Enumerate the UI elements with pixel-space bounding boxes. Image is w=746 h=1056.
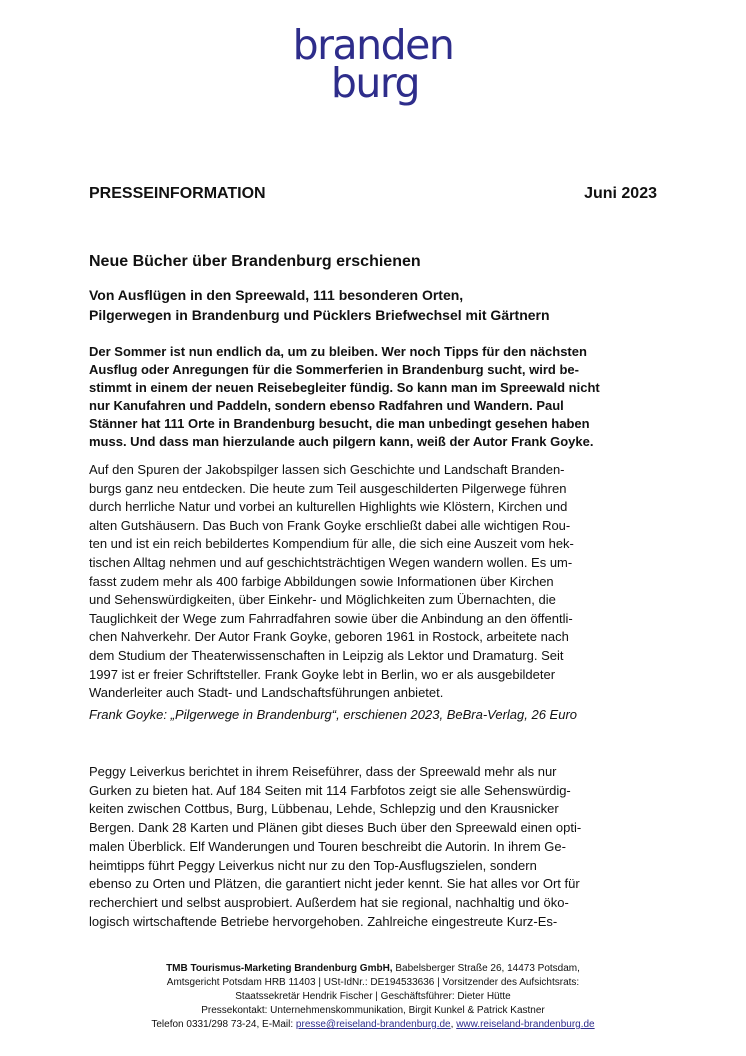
- lead-line: Ausflug oder Anregungen für die Sommerferien in Brandenburg sucht, wird be-: [89, 362, 579, 377]
- footer-line-phone: [0, 1018, 746, 1032]
- body-line: Tauglichkeit der Wege zum Fahrradfahren sowie über die Anbindung an den öffentli-: [89, 610, 573, 626]
- body-paragraph-spreewald: [89, 763, 659, 931]
- lead-paragraph: [89, 343, 657, 451]
- page-title: Neue Bücher über Brandenburg erschienen: [89, 253, 421, 270]
- body-line: Peggy Leiverkus berichtet in ihrem Reiseführer, dass der Spreewald mehr als nur: [89, 764, 557, 779]
- footer-separator: ,: [450, 1019, 457, 1030]
- body-line: recherchiert und selbst ausprobiert. Außerdem hat sie regional, nachhaltig und öko-: [89, 894, 569, 910]
- body-line: tischen Alltag nehmen und auf geschichtsträchtigen Wegen wandern wollen. Es um-: [89, 554, 573, 570]
- footer-website-link[interactable]: www.reiseland-brandenburg.de: [456, 1019, 595, 1030]
- body-line: durch herrliche Natur und vorbei an kulturellen Highlights wie Klöstern, Kirchen und: [89, 499, 568, 515]
- logo-line-1: branden: [292, 21, 454, 69]
- body-line: dem Studium der Theaterwissenschaften in Leipzig als Lektor und Dramaturg. Seit: [89, 647, 564, 663]
- footer-line-register: Amtsgericht Potsdam HRB 11403 | USt-IdNr.: DE194533636 | Vorsitzender des Aufsichtsrats:: [166, 977, 580, 988]
- footer-line-company: [0, 962, 746, 976]
- press-label: PRESSEINFORMATION: [89, 185, 266, 202]
- brandenburg-logo: [0, 21, 746, 107]
- lead-line: Der Sommer ist nun endlich da, um zu bleiben. Wer noch Tipps für den nächsten: [89, 344, 587, 359]
- lead-line: Stänner hat 111 Orte in Brandenburg besucht, die man unbedingt gesehen haben: [89, 416, 590, 431]
- body-line: Bergen. Dank 28 Karten und Plänen gibt dieses Buch über den Spreewald einen opti-: [89, 820, 582, 836]
- footer-phone: Telefon 0331/298 73-24, E-Mail:: [151, 1019, 296, 1030]
- footer-address: Babelsberger Straße 26, 14473 Potsdam,: [392, 963, 580, 974]
- body-line: chen Nahverkehr. Der Autor Frank Goyke, geboren 1961 in Rostock, arbeitete nach: [89, 629, 569, 645]
- footer-line-contact: Pressekontakt: Unternehmenskommunikation, Birgit Kunkel & Patrick Kastner: [201, 1005, 545, 1016]
- book-source-citation: Frank Goyke: „Pilgerwege in Brandenburg“, erschienen 2023, BeBra-Verlag, 26 Euro: [89, 707, 578, 722]
- footer-line-board: Staatssekretär Hendrik Fischer | Geschäftsführer: Dieter Hütte: [235, 991, 511, 1002]
- body-line: Gurken zu bieten hat. Auf 184 Seiten mit 114 Farbfotos zeigt sie alle Sehenswürdig-: [89, 782, 571, 798]
- body-line: und Sehenswürdigkeiten, über Einkehr- und Möglichkeiten zum Übernachten, die: [89, 592, 556, 608]
- logo-line-2: burg: [330, 59, 420, 107]
- footer-company: TMB Tourismus-Marketing Brandenburg GmbH,: [166, 963, 393, 974]
- body-line: Auf den Spuren der Jakobspilger lassen sich Geschichte und Landschaft Branden-: [89, 462, 565, 477]
- body-line: logisch wirtschaftende Betriebe hervorgehoben. Zahlreiche eingestreute Kurz-Es-: [89, 913, 558, 929]
- body-line: 1997 ist er freier Schriftsteller. Frank Goyke lebt in Berlin, wo er als ausgebildeter: [89, 666, 556, 682]
- body-line: keiten zwischen Cottbus, Burg, Lübbenau, Lehde, Schlepzig und den Krausnicker: [89, 801, 559, 817]
- body-line: ebenso zu Orten und Plätzen, die garantiert nicht jeder kennt. Sie hat alles vor Ort für: [89, 876, 580, 892]
- body-paragraph-pilgerwege: [89, 461, 659, 703]
- subtitle-line: Von Ausflügen in den Spreewald, 111 besonderen Orten,: [89, 287, 464, 303]
- document-header: [89, 185, 657, 203]
- subtitle: [89, 285, 659, 325]
- lead-line: muss. Und dass man hierzulande auch pilgern kann, weiß der Autor Frank Goyke.: [89, 434, 594, 449]
- lead-line: nur Kanufahren und Paddeln, sondern ebenso Radfahren und Wandern. Paul: [89, 398, 564, 413]
- press-date: Juni 2023: [584, 185, 657, 202]
- page-footer: [0, 962, 746, 1032]
- body-line: alten Gutshäusern. Das Buch von Frank Goyke erschließt dabei alle wichtigen Rou-: [89, 517, 571, 533]
- lead-line: stimmt in einem der neuen Reisebegleiter fündig. So kann man im Spreewald nicht: [89, 380, 600, 395]
- body-line: malen Überblick. Elf Wanderungen und Touren beschreibt die Autorin. In ihrem Ge-: [89, 838, 566, 854]
- body-line: fasst zudem mehr als 400 farbige Abbildungen sowie Informationen über Kirchen: [89, 573, 554, 589]
- body-line: ten und ist ein reich bebildertes Kompendium für alle, die sich eine Auszeit vom hek-: [89, 536, 574, 552]
- footer-email-link[interactable]: presse@reiseland-brandenburg.de: [295, 1019, 451, 1030]
- body-line: burgs ganz neu entdecken. Die heute zum Teil ausgeschilderten Pilgerwege führen: [89, 480, 567, 496]
- subtitle-line: Pilgerwegen in Brandenburg und Pücklers Briefwechsel mit Gärtnern: [89, 307, 550, 323]
- body-line: heimtipps führt Peggy Leiverkus nicht nur zu den Top-Ausflugszielen, sondern: [89, 857, 537, 873]
- body-line: Wanderleiter auch Stadt- und Landschaftsführungen anbietet.: [89, 685, 444, 701]
